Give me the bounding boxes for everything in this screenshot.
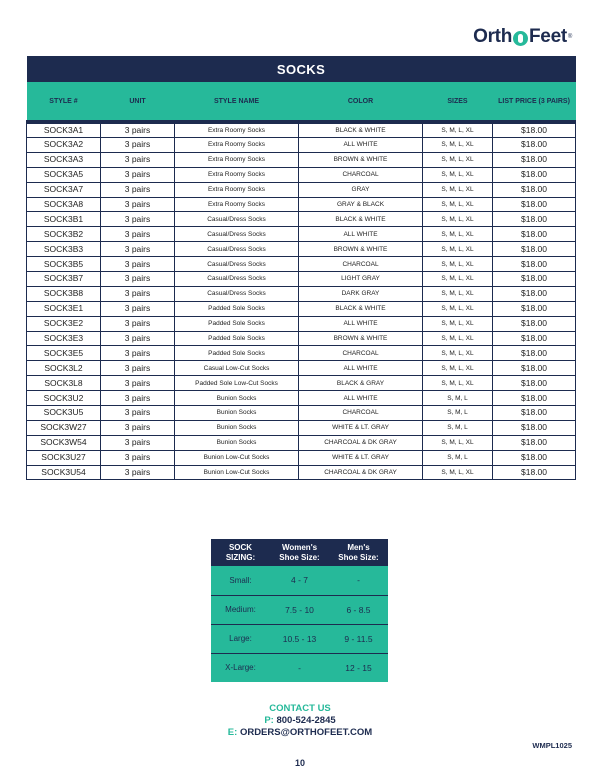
sizing-row — [211, 624, 388, 653]
table-cell: SOCK3B3 — [27, 242, 101, 257]
table-cell: CHARCOAL & DK GRAY — [299, 435, 423, 450]
socks-price-table — [26, 56, 576, 480]
table-cell: SOCK3E5 — [27, 346, 101, 361]
table-cell: BLACK & WHITE — [299, 212, 423, 227]
table-row — [27, 122, 576, 138]
table-row — [27, 465, 576, 480]
table-cell: SOCK3U5 — [27, 406, 101, 421]
sizing-header-line: Men's — [347, 542, 370, 552]
table-cell: SOCK3W54 — [27, 435, 101, 450]
table-cell: 3 pairs — [101, 331, 175, 346]
sizing-body — [211, 566, 388, 682]
table-cell: 3 pairs — [101, 450, 175, 465]
table-cell: SOCK3A3 — [27, 152, 101, 167]
table-cell: $18.00 — [493, 346, 576, 361]
table-cell: S, M, L, XL — [423, 212, 493, 227]
table-cell: CHARCOAL — [299, 167, 423, 182]
table-cell: 3 pairs — [101, 212, 175, 227]
table-cell: WHITE & LT. GRAY — [299, 450, 423, 465]
table-cell: WHITE & LT. GRAY — [299, 420, 423, 435]
table-row — [27, 316, 576, 331]
table-cell: ALL WHITE — [299, 227, 423, 242]
column-header: COLOR — [299, 82, 423, 122]
table-body — [27, 122, 576, 480]
contact-email-line — [0, 727, 600, 739]
table-row — [27, 450, 576, 465]
table-cell: 3 pairs — [101, 167, 175, 182]
table-cell: Extra Roomy Socks — [175, 152, 299, 167]
table-cell: 3 pairs — [101, 376, 175, 391]
table-cell: SOCK3E2 — [27, 316, 101, 331]
sizing-header — [329, 539, 388, 566]
table-cell: 3 pairs — [101, 138, 175, 153]
sizing-cell: X-Large: — [211, 653, 270, 682]
table-cell: $18.00 — [493, 435, 576, 450]
table-row — [27, 301, 576, 316]
table-row — [27, 391, 576, 406]
table-cell: $18.00 — [493, 167, 576, 182]
table-cell: S, M, L, XL — [423, 346, 493, 361]
table-cell: 3 pairs — [101, 420, 175, 435]
table-cell: S, M, L, XL — [423, 361, 493, 376]
table-cell: ALL WHITE — [299, 316, 423, 331]
table-cell: CHARCOAL — [299, 257, 423, 272]
table-cell: 3 pairs — [101, 197, 175, 212]
table-cell: $18.00 — [493, 406, 576, 421]
table-row — [27, 420, 576, 435]
table-cell: S, M, L — [423, 420, 493, 435]
foot-logo-icon — [513, 31, 528, 46]
table-row — [27, 227, 576, 242]
table-cell: $18.00 — [493, 301, 576, 316]
sizing-row — [211, 566, 388, 595]
table-cell: SOCK3B7 — [27, 272, 101, 287]
table-cell: 3 pairs — [101, 391, 175, 406]
email-key: E: — [227, 727, 238, 738]
table-cell: Padded Sole Socks — [175, 346, 299, 361]
table-cell: ALL WHITE — [299, 391, 423, 406]
sizing-header — [211, 539, 270, 566]
table-cell: SOCK3A1 — [27, 122, 101, 138]
logo-text-left: Orth — [473, 26, 512, 47]
sizing-cell: 6 - 8.5 — [329, 595, 388, 624]
table-cell: Casual/Dress Socks — [175, 227, 299, 242]
table-cell: Bunion Low-Cut Socks — [175, 465, 299, 480]
table-cell: SOCK3A7 — [27, 182, 101, 197]
table-row — [27, 257, 576, 272]
table-cell: S, M, L, XL — [423, 465, 493, 480]
table-cell: Padded Sole Low-Cut Socks — [175, 376, 299, 391]
sizing-header-line: Women's — [281, 542, 318, 552]
table-row — [27, 182, 576, 197]
table-cell: 3 pairs — [101, 316, 175, 331]
sizing-cell: Large: — [211, 624, 270, 653]
table-cell: Padded Sole Socks — [175, 301, 299, 316]
sizing-cell: 7.5 - 10 — [270, 595, 329, 624]
table-row — [27, 331, 576, 346]
document-code: WMPL1025 — [532, 741, 572, 750]
table-cell: CHARCOAL & DK GRAY — [299, 465, 423, 480]
table-cell: Casual/Dress Socks — [175, 272, 299, 287]
table-cell: SOCK3L2 — [27, 361, 101, 376]
table-cell: Extra Roomy Socks — [175, 182, 299, 197]
table-cell: $18.00 — [493, 272, 576, 287]
table-cell: S, M, L, XL — [423, 286, 493, 301]
table-cell: Bunion Low-Cut Socks — [175, 450, 299, 465]
sizing-cell: - — [270, 653, 329, 682]
column-header: STYLE NAME — [175, 82, 299, 122]
table-cell: $18.00 — [493, 257, 576, 272]
table-cell: $18.00 — [493, 316, 576, 331]
sizing-row — [211, 653, 388, 682]
table-cell: S, M, L, XL — [423, 242, 493, 257]
table-cell: $18.00 — [493, 122, 576, 138]
table-cell: DARK GRAY — [299, 286, 423, 301]
table-cell: SOCK3A8 — [27, 197, 101, 212]
table-cell: S, M, L, XL — [423, 152, 493, 167]
table-row — [27, 346, 576, 361]
table-row — [27, 138, 576, 153]
table-cell: S, M, L — [423, 391, 493, 406]
table-cell: BROWN & WHITE — [299, 331, 423, 346]
page-number: 10 — [294, 758, 305, 768]
table-cell: BROWN & WHITE — [299, 242, 423, 257]
table-cell: ALL WHITE — [299, 138, 423, 153]
table-cell: SOCK3U27 — [27, 450, 101, 465]
table-cell: S, M, L — [423, 406, 493, 421]
column-header: UNIT — [101, 82, 175, 122]
table-cell: SOCK3A2 — [27, 138, 101, 153]
table-cell: Bunion Socks — [175, 391, 299, 406]
table-cell: 3 pairs — [101, 465, 175, 480]
contact-phone-line — [0, 715, 600, 727]
table-cell: BLACK & GRAY — [299, 376, 423, 391]
table-cell: $18.00 — [493, 376, 576, 391]
table-cell: S, M, L, XL — [423, 301, 493, 316]
table-cell: SOCK3U2 — [27, 391, 101, 406]
sizing-header-line: SIZING: — [225, 552, 256, 562]
table-row — [27, 272, 576, 287]
sizing-cell: Small: — [211, 566, 270, 595]
sizing-cell: 4 - 7 — [270, 566, 329, 595]
table-cell: Casual/Dress Socks — [175, 212, 299, 227]
table-row — [27, 152, 576, 167]
table-cell: 3 pairs — [101, 346, 175, 361]
table-cell: SOCK3A5 — [27, 167, 101, 182]
table-cell: Casual/Dress Socks — [175, 286, 299, 301]
table-cell: $18.00 — [493, 331, 576, 346]
table-cell: 3 pairs — [101, 257, 175, 272]
table-cell: 3 pairs — [101, 122, 175, 138]
table-cell: 3 pairs — [101, 272, 175, 287]
table-cell: $18.00 — [493, 242, 576, 257]
table-cell: SOCK3L8 — [27, 376, 101, 391]
table-cell: $18.00 — [493, 286, 576, 301]
table-cell: Extra Roomy Socks — [175, 197, 299, 212]
contact-title: CONTACT US — [269, 703, 331, 714]
table-cell: GRAY & BLACK — [299, 197, 423, 212]
table-cell: S, M, L, XL — [423, 316, 493, 331]
table-cell: S, M, L, XL — [423, 227, 493, 242]
column-header: SIZES — [423, 82, 493, 122]
table-cell: SOCK3E3 — [27, 331, 101, 346]
table-cell: 3 pairs — [101, 301, 175, 316]
table-cell: Bunion Socks — [175, 435, 299, 450]
table-cell: S, M, L, XL — [423, 435, 493, 450]
table-cell: Extra Roomy Socks — [175, 122, 299, 138]
contact-phone[interactable]: 800-524-2845 — [276, 715, 336, 726]
table-cell: 3 pairs — [101, 286, 175, 301]
column-headers — [27, 82, 576, 122]
sizing-header-line: Shoe Size: — [338, 552, 379, 562]
sizing-cell: Medium: — [211, 595, 270, 624]
table-row — [27, 361, 576, 376]
table-cell: SOCK3E1 — [27, 301, 101, 316]
table-cell: S, M, L, XL — [423, 257, 493, 272]
contact-email[interactable]: ORDERS@ORTHOFEET.COM — [239, 727, 373, 738]
table-row — [27, 167, 576, 182]
table-cell: BROWN & WHITE — [299, 152, 423, 167]
table-cell: BLACK & WHITE — [299, 122, 423, 138]
table-cell: S, M, L, XL — [423, 376, 493, 391]
brand-logo — [473, 26, 572, 48]
table-cell: Padded Sole Socks — [175, 331, 299, 346]
column-header: STYLE # — [27, 82, 101, 122]
table-cell: Bunion Socks — [175, 406, 299, 421]
table-cell: SOCK3B2 — [27, 227, 101, 242]
sizing-cell: 12 - 15 — [329, 653, 388, 682]
table-cell: S, M, L, XL — [423, 272, 493, 287]
phone-key: P: — [264, 715, 274, 726]
table-cell: S, M, L, XL — [423, 197, 493, 212]
table-cell: Padded Sole Socks — [175, 316, 299, 331]
table-cell: Extra Roomy Socks — [175, 138, 299, 153]
table-cell: $18.00 — [493, 197, 576, 212]
table-row — [27, 406, 576, 421]
logo-text-right: Feet — [529, 26, 567, 47]
table-cell: SOCK3B5 — [27, 257, 101, 272]
table-cell: 3 pairs — [101, 406, 175, 421]
table-cell: SOCK3W27 — [27, 420, 101, 435]
table-cell: SOCK3B8 — [27, 286, 101, 301]
table-cell: $18.00 — [493, 391, 576, 406]
table-cell: $18.00 — [493, 138, 576, 153]
table-cell: 3 pairs — [101, 242, 175, 257]
table-cell: Bunion Socks — [175, 420, 299, 435]
table-cell: 3 pairs — [101, 435, 175, 450]
table-title: SOCKS — [27, 56, 576, 82]
table-cell: S, M, L, XL — [423, 331, 493, 346]
table-cell: SOCK3B1 — [27, 212, 101, 227]
table-cell: $18.00 — [493, 227, 576, 242]
sizing-cell: 9 - 11.5 — [329, 624, 388, 653]
table-cell: SOCK3U54 — [27, 465, 101, 480]
table-cell: $18.00 — [493, 361, 576, 376]
sock-sizing-table — [211, 539, 388, 682]
table-cell: CHARCOAL — [299, 346, 423, 361]
column-header: LIST PRICE (3 PAIRS) — [493, 82, 576, 122]
table-cell: $18.00 — [493, 212, 576, 227]
table-cell: LIGHT GRAY — [299, 272, 423, 287]
sizing-row — [211, 595, 388, 624]
registered-mark: ® — [567, 34, 572, 40]
table-cell: 3 pairs — [101, 227, 175, 242]
table-cell: Casual/Dress Socks — [175, 257, 299, 272]
table-cell: 3 pairs — [101, 361, 175, 376]
table-cell: Casual Low-Cut Socks — [175, 361, 299, 376]
contact-block — [0, 703, 600, 739]
sizing-header — [270, 539, 329, 566]
sizing-header-line: SOCK — [228, 542, 253, 552]
table-cell: S, M, L, XL — [423, 182, 493, 197]
table-cell: $18.00 — [493, 182, 576, 197]
table-cell: $18.00 — [493, 465, 576, 480]
table-cell: Casual/Dress Socks — [175, 242, 299, 257]
table-cell: CHARCOAL — [299, 406, 423, 421]
sizing-headers — [211, 539, 388, 566]
table-cell: S, M, L, XL — [423, 122, 493, 138]
table-row — [27, 212, 576, 227]
table-row — [27, 197, 576, 212]
table-cell: GRAY — [299, 182, 423, 197]
table-cell: S, M, L — [423, 450, 493, 465]
table-row — [27, 286, 576, 301]
sizing-cell: 10.5 - 13 — [270, 624, 329, 653]
table-cell: $18.00 — [493, 450, 576, 465]
sizing-cell: - — [329, 566, 388, 595]
table-row — [27, 242, 576, 257]
table-row — [27, 435, 576, 450]
sizing-header-line: Shoe Size: — [279, 552, 320, 562]
table-cell: Extra Roomy Socks — [175, 167, 299, 182]
table-cell: $18.00 — [493, 152, 576, 167]
table-row — [27, 376, 576, 391]
table-cell: BLACK & WHITE — [299, 301, 423, 316]
table-cell: 3 pairs — [101, 152, 175, 167]
table-cell: S, M, L, XL — [423, 167, 493, 182]
table-cell: S, M, L, XL — [423, 138, 493, 153]
table-cell: $18.00 — [493, 420, 576, 435]
table-cell: ALL WHITE — [299, 361, 423, 376]
table-cell: 3 pairs — [101, 182, 175, 197]
